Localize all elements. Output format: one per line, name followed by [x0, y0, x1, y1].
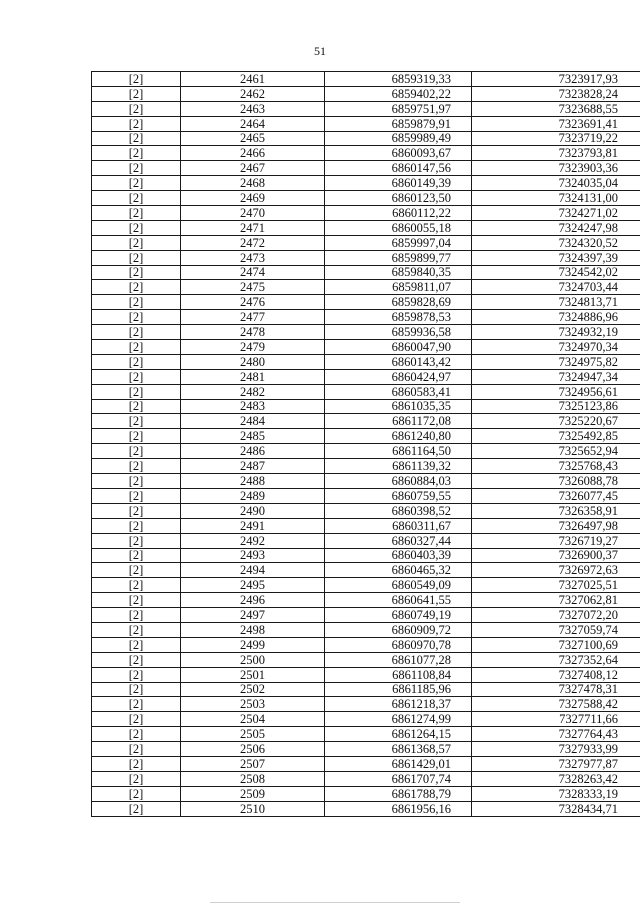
x-coordinate-cell: 6859402,22	[325, 86, 472, 101]
y-coordinate-cell: 7324320,52	[472, 235, 640, 250]
source-ref-cell: [2]	[92, 474, 181, 489]
point-number-cell: 2496	[181, 593, 325, 608]
point-number-cell: 2479	[181, 340, 325, 355]
x-coordinate-cell: 6861788,79	[325, 786, 472, 801]
source-ref-cell: [2]	[92, 444, 181, 459]
y-coordinate-cell: 7323688,55	[472, 101, 640, 116]
y-coordinate-cell: 7323719,22	[472, 131, 640, 146]
point-number-cell: 2501	[181, 667, 325, 682]
source-ref-cell: [2]	[92, 310, 181, 325]
point-number-cell: 2467	[181, 161, 325, 176]
table-row	[92, 474, 640, 489]
table-row	[92, 578, 640, 593]
point-number-cell: 2500	[181, 652, 325, 667]
x-coordinate-cell: 6860149,39	[325, 176, 472, 191]
x-coordinate-cell: 6859811,07	[325, 280, 472, 295]
source-ref-cell: [2]	[92, 682, 181, 697]
source-ref-cell: [2]	[92, 533, 181, 548]
x-coordinate-cell: 6860147,56	[325, 161, 472, 176]
table-row	[92, 533, 640, 548]
x-coordinate-cell: 6860759,55	[325, 488, 472, 503]
x-coordinate-cell: 6860093,67	[325, 146, 472, 161]
y-coordinate-cell: 7325123,86	[472, 399, 640, 414]
x-coordinate-cell: 6860549,09	[325, 578, 472, 593]
source-ref-cell: [2]	[92, 637, 181, 652]
y-coordinate-cell: 7324247,98	[472, 220, 640, 235]
table-row	[92, 444, 640, 459]
point-number-cell: 2499	[181, 637, 325, 652]
point-number-cell: 2469	[181, 191, 325, 206]
table-row	[92, 235, 640, 250]
x-coordinate-cell: 6859899,77	[325, 250, 472, 265]
point-number-cell: 2483	[181, 399, 325, 414]
point-number-cell: 2506	[181, 742, 325, 757]
source-ref-cell: [2]	[92, 548, 181, 563]
x-coordinate-cell: 6860047,90	[325, 340, 472, 355]
source-ref-cell: [2]	[92, 667, 181, 682]
x-coordinate-cell: 6861956,16	[325, 801, 472, 816]
x-coordinate-cell: 6859878,53	[325, 310, 472, 325]
source-ref-cell: [2]	[92, 161, 181, 176]
point-number-cell: 2508	[181, 771, 325, 786]
source-ref-cell: [2]	[92, 235, 181, 250]
x-coordinate-cell: 6860583,41	[325, 384, 472, 399]
point-number-cell: 2492	[181, 533, 325, 548]
table-row	[92, 161, 640, 176]
x-coordinate-cell: 6859319,33	[325, 72, 472, 87]
source-ref-cell: [2]	[92, 191, 181, 206]
x-coordinate-cell: 6859936,58	[325, 325, 472, 340]
y-coordinate-cell: 7327588,42	[472, 697, 640, 712]
y-coordinate-cell: 7324271,02	[472, 206, 640, 221]
x-coordinate-cell: 6860112,22	[325, 206, 472, 221]
y-coordinate-cell: 7327933,99	[472, 742, 640, 757]
coordinates-table	[91, 71, 640, 817]
x-coordinate-cell: 6860884,03	[325, 474, 472, 489]
point-number-cell: 2502	[181, 682, 325, 697]
table-row	[92, 652, 640, 667]
source-ref-cell: [2]	[92, 265, 181, 280]
point-number-cell: 2465	[181, 131, 325, 146]
x-coordinate-cell: 6860909,72	[325, 622, 472, 637]
y-coordinate-cell: 7327062,81	[472, 593, 640, 608]
y-coordinate-cell: 7323903,36	[472, 161, 640, 176]
point-number-cell: 2507	[181, 756, 325, 771]
x-coordinate-cell: 6861139,32	[325, 459, 472, 474]
point-number-cell: 2493	[181, 548, 325, 563]
table-row	[92, 340, 640, 355]
table-row	[92, 206, 640, 221]
point-number-cell: 2461	[181, 72, 325, 87]
point-number-cell: 2480	[181, 354, 325, 369]
source-ref-cell: [2]	[92, 518, 181, 533]
y-coordinate-cell: 7324932,19	[472, 325, 640, 340]
table-row	[92, 593, 640, 608]
x-coordinate-cell: 6860143,42	[325, 354, 472, 369]
y-coordinate-cell: 7323917,93	[472, 72, 640, 87]
point-number-cell: 2464	[181, 116, 325, 131]
source-ref-cell: [2]	[92, 116, 181, 131]
source-ref-cell: [2]	[92, 429, 181, 444]
point-number-cell: 2494	[181, 563, 325, 578]
point-number-cell: 2477	[181, 310, 325, 325]
y-coordinate-cell: 7327025,51	[472, 578, 640, 593]
source-ref-cell: [2]	[92, 593, 181, 608]
coordinates-table-body	[92, 72, 640, 817]
point-number-cell: 2466	[181, 146, 325, 161]
point-number-cell: 2491	[181, 518, 325, 533]
source-ref-cell: [2]	[92, 578, 181, 593]
point-number-cell: 2470	[181, 206, 325, 221]
point-number-cell: 2510	[181, 801, 325, 816]
x-coordinate-cell: 6860970,78	[325, 637, 472, 652]
point-number-cell: 2472	[181, 235, 325, 250]
y-coordinate-cell: 7324542,02	[472, 265, 640, 280]
y-coordinate-cell: 7323828,24	[472, 86, 640, 101]
y-coordinate-cell: 7325220,67	[472, 414, 640, 429]
x-coordinate-cell: 6860398,52	[325, 503, 472, 518]
x-coordinate-cell: 6860311,67	[325, 518, 472, 533]
y-coordinate-cell: 7327059,74	[472, 622, 640, 637]
point-number-cell: 2504	[181, 712, 325, 727]
source-ref-cell: [2]	[92, 86, 181, 101]
source-ref-cell: [2]	[92, 697, 181, 712]
x-coordinate-cell: 6861274,99	[325, 712, 472, 727]
table-row	[92, 354, 640, 369]
point-number-cell: 2475	[181, 280, 325, 295]
table-row	[92, 637, 640, 652]
table-row	[92, 548, 640, 563]
y-coordinate-cell: 7328263,42	[472, 771, 640, 786]
x-coordinate-cell: 6861077,28	[325, 652, 472, 667]
x-coordinate-cell: 6860749,19	[325, 608, 472, 623]
source-ref-cell: [2]	[92, 220, 181, 235]
source-ref-cell: [2]	[92, 414, 181, 429]
y-coordinate-cell: 7327711,66	[472, 712, 640, 727]
source-ref-cell: [2]	[92, 608, 181, 623]
source-ref-cell: [2]	[92, 399, 181, 414]
y-coordinate-cell: 7325768,43	[472, 459, 640, 474]
x-coordinate-cell: 6861218,37	[325, 697, 472, 712]
table-row	[92, 742, 640, 757]
table-row	[92, 459, 640, 474]
table-row	[92, 414, 640, 429]
x-coordinate-cell: 6859997,04	[325, 235, 472, 250]
source-ref-cell: [2]	[92, 786, 181, 801]
y-coordinate-cell: 7326088,78	[472, 474, 640, 489]
table-row	[92, 325, 640, 340]
source-ref-cell: [2]	[92, 622, 181, 637]
y-coordinate-cell: 7327408,12	[472, 667, 640, 682]
table-row	[92, 220, 640, 235]
y-coordinate-cell: 7326497,98	[472, 518, 640, 533]
source-ref-cell: [2]	[92, 488, 181, 503]
table-row	[92, 503, 640, 518]
source-ref-cell: [2]	[92, 176, 181, 191]
source-ref-cell: [2]	[92, 712, 181, 727]
x-coordinate-cell: 6860424,97	[325, 369, 472, 384]
source-ref-cell: [2]	[92, 131, 181, 146]
x-coordinate-cell: 6861164,50	[325, 444, 472, 459]
point-number-cell: 2509	[181, 786, 325, 801]
x-coordinate-cell: 6860055,18	[325, 220, 472, 235]
table-row	[92, 786, 640, 801]
x-coordinate-cell: 6861035,35	[325, 399, 472, 414]
table-row	[92, 712, 640, 727]
point-number-cell: 2498	[181, 622, 325, 637]
x-coordinate-cell: 6860123,50	[325, 191, 472, 206]
table-row	[92, 101, 640, 116]
source-ref-cell: [2]	[92, 206, 181, 221]
source-ref-cell: [2]	[92, 340, 181, 355]
y-coordinate-cell: 7324703,44	[472, 280, 640, 295]
point-number-cell: 2476	[181, 295, 325, 310]
point-number-cell: 2489	[181, 488, 325, 503]
table-row	[92, 72, 640, 87]
source-ref-cell: [2]	[92, 503, 181, 518]
y-coordinate-cell: 7326900,37	[472, 548, 640, 563]
y-coordinate-cell: 7327352,64	[472, 652, 640, 667]
source-ref-cell: [2]	[92, 652, 181, 667]
source-ref-cell: [2]	[92, 459, 181, 474]
point-number-cell: 2484	[181, 414, 325, 429]
table-row	[92, 86, 640, 101]
y-coordinate-cell: 7324975,82	[472, 354, 640, 369]
table-row	[92, 727, 640, 742]
source-ref-cell: [2]	[92, 354, 181, 369]
x-coordinate-cell: 6860465,32	[325, 563, 472, 578]
point-number-cell: 2485	[181, 429, 325, 444]
x-coordinate-cell: 6859751,97	[325, 101, 472, 116]
table-row	[92, 563, 640, 578]
y-coordinate-cell: 7327977,87	[472, 756, 640, 771]
x-coordinate-cell: 6859828,69	[325, 295, 472, 310]
x-coordinate-cell: 6861264,15	[325, 727, 472, 742]
y-coordinate-cell: 7323691,41	[472, 116, 640, 131]
table-row	[92, 384, 640, 399]
y-coordinate-cell: 7323793,81	[472, 146, 640, 161]
y-coordinate-cell: 7324970,34	[472, 340, 640, 355]
source-ref-cell: [2]	[92, 325, 181, 340]
point-number-cell: 2505	[181, 727, 325, 742]
source-ref-cell: [2]	[92, 250, 181, 265]
point-number-cell: 2503	[181, 697, 325, 712]
x-coordinate-cell: 6861172,08	[325, 414, 472, 429]
table-row	[92, 176, 640, 191]
table-row	[92, 608, 640, 623]
point-number-cell: 2486	[181, 444, 325, 459]
point-number-cell: 2482	[181, 384, 325, 399]
table-row	[92, 116, 640, 131]
page-number: 51	[314, 44, 326, 58]
y-coordinate-cell: 7326719,27	[472, 533, 640, 548]
x-coordinate-cell: 6859879,91	[325, 116, 472, 131]
x-coordinate-cell: 6859989,49	[325, 131, 472, 146]
y-coordinate-cell: 7327478,31	[472, 682, 640, 697]
table-row	[92, 310, 640, 325]
table-row	[92, 429, 640, 444]
table-row	[92, 622, 640, 637]
point-number-cell: 2487	[181, 459, 325, 474]
table-row	[92, 250, 640, 265]
table-row	[92, 191, 640, 206]
y-coordinate-cell: 7324947,34	[472, 369, 640, 384]
source-ref-cell: [2]	[92, 146, 181, 161]
point-number-cell: 2495	[181, 578, 325, 593]
point-number-cell: 2478	[181, 325, 325, 340]
point-number-cell: 2468	[181, 176, 325, 191]
y-coordinate-cell: 7324035,04	[472, 176, 640, 191]
point-number-cell: 2463	[181, 101, 325, 116]
table-row	[92, 295, 640, 310]
y-coordinate-cell: 7324397,39	[472, 250, 640, 265]
point-number-cell: 2471	[181, 220, 325, 235]
table-row	[92, 369, 640, 384]
y-coordinate-cell: 7327764,43	[472, 727, 640, 742]
point-number-cell: 2473	[181, 250, 325, 265]
y-coordinate-cell: 7328434,71	[472, 801, 640, 816]
x-coordinate-cell: 6861108,84	[325, 667, 472, 682]
x-coordinate-cell: 6860641,55	[325, 593, 472, 608]
source-ref-cell: [2]	[92, 742, 181, 757]
x-coordinate-cell: 6861185,96	[325, 682, 472, 697]
table-row	[92, 131, 640, 146]
x-coordinate-cell: 6860327,44	[325, 533, 472, 548]
source-ref-cell: [2]	[92, 771, 181, 786]
x-coordinate-cell: 6859840,35	[325, 265, 472, 280]
table-row	[92, 667, 640, 682]
point-number-cell: 2488	[181, 474, 325, 489]
table-row	[92, 771, 640, 786]
x-coordinate-cell: 6861240,80	[325, 429, 472, 444]
y-coordinate-cell: 7327100,69	[472, 637, 640, 652]
source-ref-cell: [2]	[92, 384, 181, 399]
y-coordinate-cell: 7324131,00	[472, 191, 640, 206]
y-coordinate-cell: 7325492,85	[472, 429, 640, 444]
y-coordinate-cell: 7325652,94	[472, 444, 640, 459]
table-row	[92, 265, 640, 280]
table-row	[92, 801, 640, 816]
table-row	[92, 756, 640, 771]
point-number-cell: 2481	[181, 369, 325, 384]
table-row	[92, 280, 640, 295]
y-coordinate-cell: 7327072,20	[472, 608, 640, 623]
source-ref-cell: [2]	[92, 369, 181, 384]
source-ref-cell: [2]	[92, 727, 181, 742]
table-row	[92, 399, 640, 414]
table-row	[92, 488, 640, 503]
table-row	[92, 518, 640, 533]
point-number-cell: 2490	[181, 503, 325, 518]
point-number-cell: 2474	[181, 265, 325, 280]
y-coordinate-cell: 7324886,96	[472, 310, 640, 325]
table-row	[92, 697, 640, 712]
y-coordinate-cell: 7326077,45	[472, 488, 640, 503]
x-coordinate-cell: 6861707,74	[325, 771, 472, 786]
source-ref-cell: [2]	[92, 563, 181, 578]
bottom-divider	[210, 902, 460, 903]
table-row	[92, 682, 640, 697]
source-ref-cell: [2]	[92, 295, 181, 310]
y-coordinate-cell: 7324956,61	[472, 384, 640, 399]
source-ref-cell: [2]	[92, 101, 181, 116]
y-coordinate-cell: 7324813,71	[472, 295, 640, 310]
point-number-cell: 2497	[181, 608, 325, 623]
y-coordinate-cell: 7328333,19	[472, 786, 640, 801]
y-coordinate-cell: 7326358,91	[472, 503, 640, 518]
source-ref-cell: [2]	[92, 280, 181, 295]
x-coordinate-cell: 6861368,57	[325, 742, 472, 757]
table-row	[92, 146, 640, 161]
x-coordinate-cell: 6860403,39	[325, 548, 472, 563]
source-ref-cell: [2]	[92, 72, 181, 87]
point-number-cell: 2462	[181, 86, 325, 101]
x-coordinate-cell: 6861429,01	[325, 756, 472, 771]
y-coordinate-cell: 7326972,63	[472, 563, 640, 578]
source-ref-cell: [2]	[92, 756, 181, 771]
source-ref-cell: [2]	[92, 801, 181, 816]
